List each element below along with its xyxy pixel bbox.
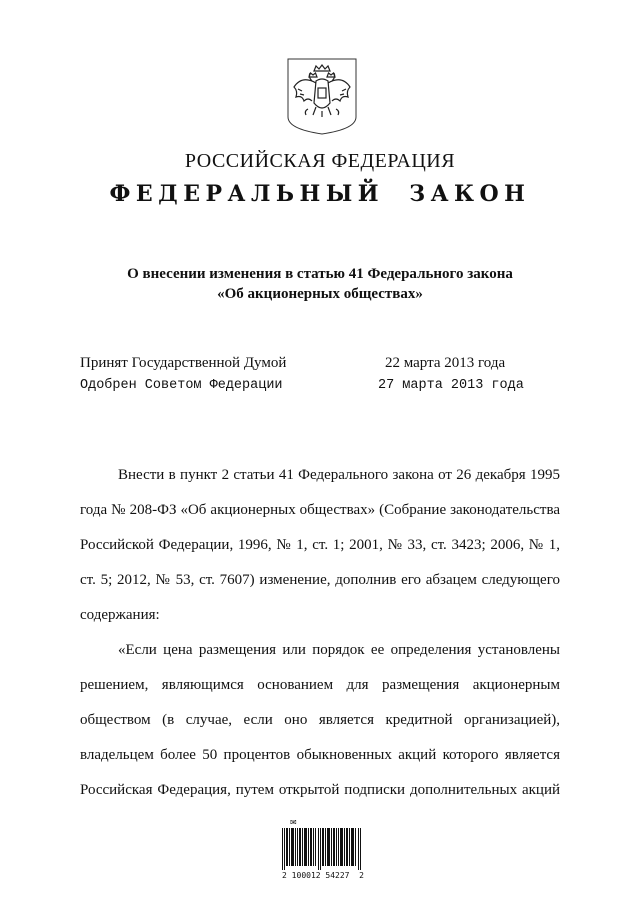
coat-of-arms-icon: [286, 57, 358, 135]
adoption-date: 22 марта 2013 года: [385, 355, 506, 371]
law-title-line-1: О внесении изменения в статью 41 Федерального закона: [127, 266, 513, 282]
body-paragraph-2: «Если цена размещения или порядок ее определения установлены решением, являющимся основанием для размещения акционерным обществом (в случае, если оно является кредитной организацией), владельцем более 50 процентов обыкновенных акций которого является Российская Федерация, путем открытой подписки дополнительных акций: [80, 642, 560, 798]
barcode-number: 2 100012 54227 2: [282, 871, 364, 880]
barcode: [282, 818, 362, 888]
adoption-label: Принят Государственной Думой: [80, 355, 287, 371]
country-name: РОССИЙСКАЯ ФЕДЕРАЦИЯ: [184, 150, 456, 172]
adoption-label: Одобрен Советом Федерации: [80, 378, 283, 393]
law-title-line-2: «Об акционерных обществах»: [217, 286, 423, 302]
document-type: ФЕДЕРАЛЬНЫЙ ЗАКОН: [109, 181, 531, 207]
law-body: [80, 458, 560, 808]
adoption-row-federation-council: [80, 378, 560, 400]
barcode-logo-icon: ✉: [290, 818, 297, 827]
adoption-row-duma: [80, 355, 560, 377]
adoption-date: 27 марта 2013 года: [378, 378, 524, 393]
barcode-bars: [282, 828, 362, 870]
body-paragraph-1: Внести в пункт 2 статьи 41 Федерального закона от 26 декабря 1995 года № 208-ФЗ «Об акционерных обществах» (Собрание законодательства Российской Федерации, 1996, № 1, ст. 1; 2001, № 33, ст. 3423; 2006, № 1, ст. 5; 2012, № 53, ст. 7607) изменение, дополнив его абзацем следующего содержания:: [80, 467, 560, 623]
